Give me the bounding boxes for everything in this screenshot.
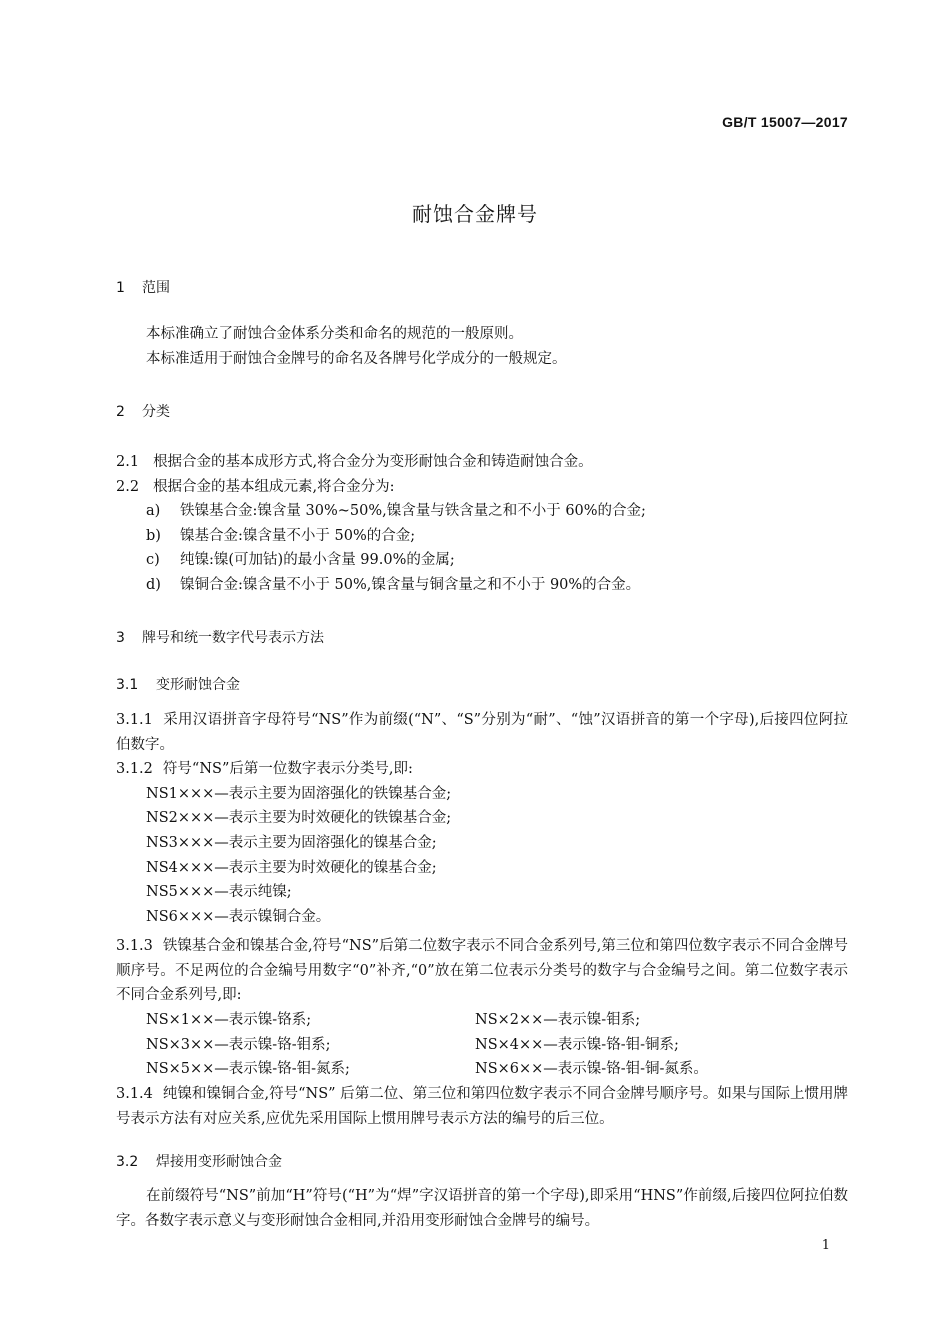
- code-line: NS2×××—表示主要为时效硬化的铁镍基合金;: [146, 810, 452, 826]
- clause-number: 3.1.2: [116, 761, 153, 777]
- list-text: 铁镍基合金:镍含量 30%~50%,镍含量与铁含量之和不小于 60%的合金;: [180, 503, 646, 519]
- clause-text: 根据合金的基本组成元素,将合金分为:: [153, 479, 395, 495]
- clause-3-1-2: [116, 757, 413, 782]
- clause-text: 铁镍基合金和镍基合金,符号“NS”后第二位数字表示不同合金系列号,第三位和第四位数字表示不同合金牌号顺序号。不足两位的合金编号用数字“0”补齐,“0”放在第二位表示分类号的数字与合金编号之间。第二位数字表示不同合金系列号,即:: [116, 938, 848, 1003]
- section-2-heading: [116, 401, 170, 421]
- clause-3-1-4: [116, 1082, 848, 1131]
- section-title: 牌号和统一数字代号表示方法: [142, 630, 324, 646]
- subsection-number: 3.1: [116, 677, 139, 693]
- list-text: 镍基合金:镍含量不小于 50%的合金;: [180, 528, 416, 544]
- page-number: 1: [821, 1238, 830, 1253]
- paragraph: 本标准适用于耐蚀合金牌号的命名及各牌号化学成分的一般规定。: [146, 351, 567, 367]
- clause-2-1: [116, 450, 593, 475]
- clause-text: 采用汉语拼音字母符号“NS”作为前缀(“N”、“S”分别为“耐”、“蚀”汉语拼音的第一个字母),后接四位阿拉伯数字。: [116, 712, 848, 753]
- list-marker: b): [146, 528, 161, 544]
- clause-number: 2.2: [116, 479, 140, 495]
- document-title: 耐蚀合金牌号: [412, 202, 538, 226]
- code-line: NS4×××—表示主要为时效硬化的镍基合金;: [146, 860, 437, 876]
- code-line: NS6×××—表示镍铜合金。: [146, 909, 331, 925]
- subsection-3-2-heading: [116, 1151, 282, 1171]
- series-code-right: NS×2××—表示镍-钼系;: [475, 1012, 641, 1028]
- clause-text: 符号“NS”后第一位数字表示分类号,即:: [162, 761, 413, 777]
- code-line: NS1×××—表示主要为固溶强化的铁镍基合金;: [146, 786, 452, 802]
- list-text: 纯镍:镍(可加钴)的最小含量 99.0%的金属;: [180, 552, 455, 568]
- paragraph: 在前缀符号“NS”前加“H”符号(“H”为“焊”字汉语拼音的第一个字母),即采用“HNS”作前缀,后接四位阿拉伯数字。各数字表示意义与变形耐蚀合金相同,并沿用变形耐蚀合金牌号的编号。: [116, 1188, 848, 1229]
- series-code-left: NS×5××—表示镍-铬-钼-氮系;: [146, 1061, 350, 1077]
- clause-number: 3.1.1: [116, 712, 153, 728]
- clause-number: 3.1.3: [116, 938, 153, 954]
- clause-3-1-1: [116, 708, 848, 757]
- section-3-heading: [116, 627, 324, 647]
- code-line: NS3×××—表示主要为固溶强化的镍基合金;: [146, 835, 437, 851]
- series-code-left: NS×3××—表示镍-铬-钼系;: [146, 1037, 331, 1053]
- paragraph: 本标准确立了耐蚀合金体系分类和命名的规范的一般原则。: [146, 326, 523, 342]
- subsection-number: 3.2: [116, 1154, 139, 1170]
- list-item: [146, 548, 455, 573]
- list-marker: d): [146, 577, 161, 593]
- list-item: [146, 499, 646, 524]
- series-code-right: NS×6××—表示镍-铬-钼-铜-氮系。: [475, 1061, 708, 1077]
- list-marker: a): [146, 503, 161, 519]
- series-code-right: NS×4××—表示镍-铬-钼-铜系;: [475, 1037, 679, 1053]
- list-text: 镍铜合金:镍含量不小于 50%,镍含量与铜含量之和不小于 90%的合金。: [180, 577, 641, 593]
- clause-3-1-3: [116, 934, 848, 1008]
- section-number: 1: [116, 280, 125, 296]
- series-code-left: NS×1××—表示镍-铬系;: [146, 1012, 312, 1028]
- clause-number: 3.1.4: [116, 1086, 153, 1102]
- subsection-title: 焊接用变形耐蚀合金: [156, 1154, 282, 1170]
- subsection-title: 变形耐蚀合金: [156, 677, 240, 693]
- section-1-heading: [116, 277, 170, 297]
- list-marker: c): [146, 552, 160, 568]
- list-item: [146, 573, 640, 598]
- subsection-3-1-heading: [116, 674, 240, 694]
- clause-2-2: [116, 475, 395, 500]
- section-number: 3: [116, 630, 125, 646]
- section-title: 范围: [142, 280, 170, 296]
- code-line: NS5×××—表示纯镍;: [146, 884, 292, 900]
- section-number: 2: [116, 404, 125, 420]
- clause-number: 2.1: [116, 454, 140, 470]
- list-item: [146, 524, 415, 549]
- section-title: 分类: [142, 404, 170, 420]
- standard-code: GB/T 15007—2017: [722, 114, 848, 130]
- clause-text: 根据合金的基本成形方式,将合金分为变形耐蚀合金和铸造耐蚀合金。: [153, 454, 593, 470]
- clause-text: 纯镍和镍铜合金,符号“NS” 后第二位、第三位和第四位数字表示不同合金牌号顺序号。如果与国际上惯用牌号表示方法有对应关系,应优先采用国际上惯用牌号表示方法的编号的后三位。: [116, 1086, 848, 1127]
